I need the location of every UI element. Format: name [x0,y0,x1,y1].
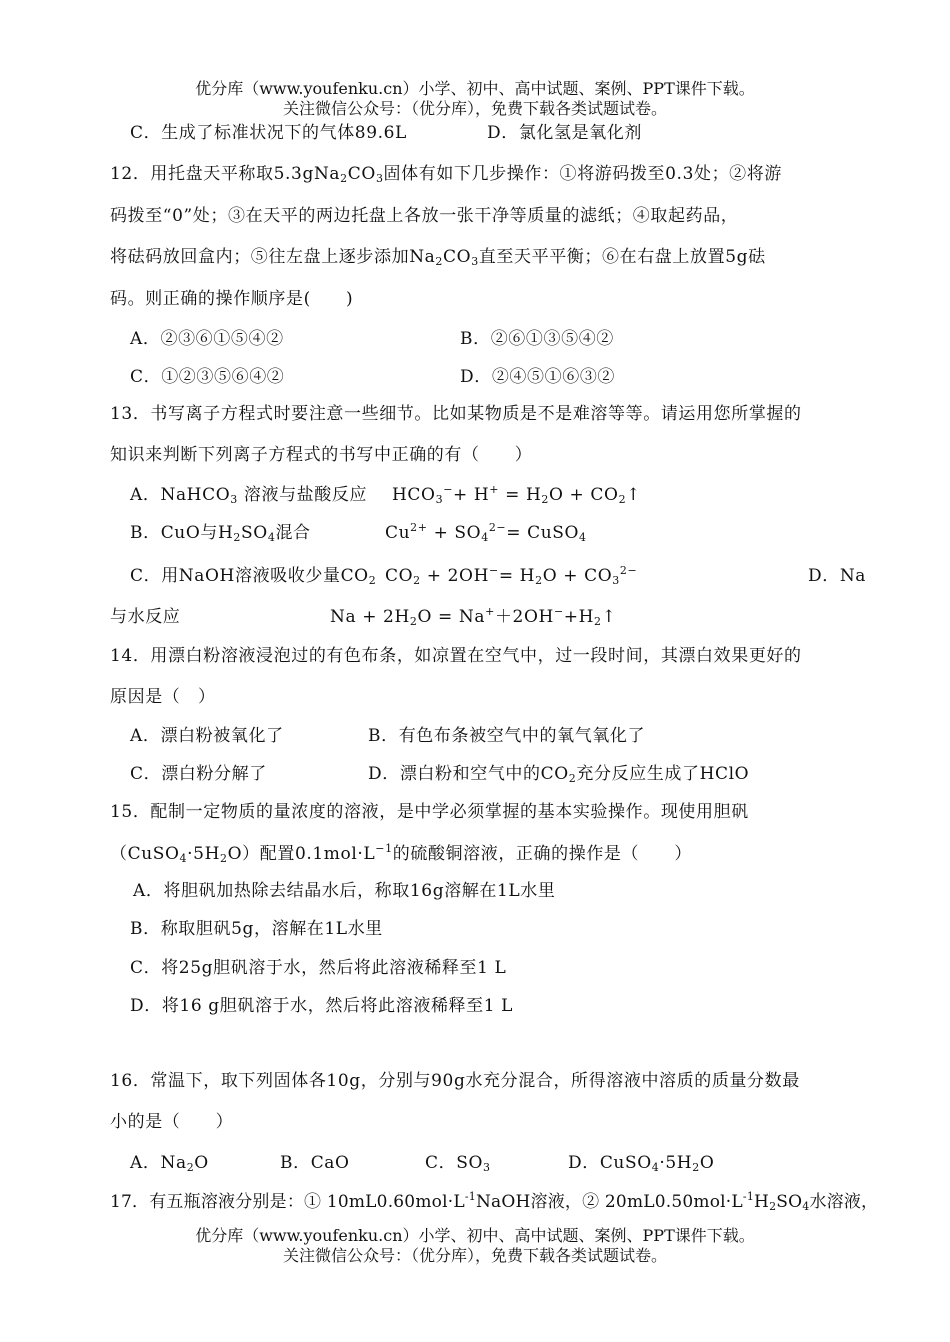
q17-line-1: 17．有五瓶溶液分别是：① $10mL0.60mol\cdot L^{-1}NaOH$溶液，② $20mL0.50mol\cdot L^{-1}H_2SO_4$水溶液， [110,1190,879,1213]
header-line-1: 优分库（www.youfenku.cn）小学、初中、高中试题、案例、PPT课件下载。 [195,79,755,98]
q15-option-d: D．将16 g胆矾溶于水，然后将此溶液稀释至1 L [130,996,514,1016]
footer-line-1: 优分库（www.youfenku.cn）小学、初中、高中试题、案例、PPT课件下载。 [195,1226,755,1245]
q13-option-d-label: D．Na [808,566,867,586]
q16-option-b: B．CaO [280,1153,350,1173]
q15-option-b: B．称取胆矾5g，溶解在1L水里 [130,919,383,939]
q13-line-2: 知识来判断下列离子方程式的书写中正确的有（ ） [110,445,533,465]
q14-option-d: D．漂白粉和空气中的$CO_2$充分反应生成了HClO [368,764,750,785]
q15-option-c: C．将25g胆矾溶于水，然后将此溶液稀释至1 L [130,958,507,978]
q14-option-c: C．漂白粉分解了 [130,764,267,784]
q13-option-b-label: B．CuO与$H_2SO_4$混合 [130,523,311,544]
header-line-2: 关注微信公众号：（优分库），免费下载各类试题试卷。 [282,99,667,118]
q15-line-2: $(CuSO_4\cdot 5H_2O)$配置$0.1mol\cdot L^{-1}$的硫酸铜溶液，正确的操作是（ ） [110,842,692,865]
q13-option-a-equation: $HCO_3^-+ H^+ = H_2O$ + $CO_2↑$ [392,483,642,506]
q13-option-b-equation: $Cu^{2+} + SO_4^{2-}=$ CuSO$_4$ [385,521,587,544]
q12-option-c: C．①②③⑤⑥④② [130,367,285,387]
q16-line-1: 16．常温下，取下列固体各10g，分别与90g水充分混合，所得溶液中溶质的质量分数最 [110,1071,800,1091]
q11-option-d: D．氯化氢是氧化剂 [487,123,643,143]
q11-option-c: C．生成了标准状况下的气体89.6L [130,123,407,143]
q14-line-2: 原因是（ ） [110,687,216,707]
q14-option-b: B．有色布条被空气中的氧气氧化了 [368,726,646,746]
q13-option-d-label-cont: 与水反应 [110,607,181,627]
q13-option-a-label: A．NaHCO$_3$ 溶液与盐酸反应 [130,485,368,506]
footer-line-2: 关注微信公众号：（优分库），免费下载各类试题试卷。 [282,1246,667,1265]
q12-option-b: B．②⑥①③⑤④② [460,329,614,349]
q14-line-1: 14．用漂白粉溶液浸泡过的有色布条，如凉置在空气中，过一段时间，其漂白效果更好的 [110,646,802,666]
q12-option-d: D．②④⑤①⑥③② [460,367,616,387]
q12-line-2: 码拨至“0”处；③在天平的两边托盘上各放一张干净等质量的滤纸；④取起药品， [110,206,739,226]
q15-option-a: A．将胆矾加热除去结晶水后，称取16g溶解在1L水里 [133,881,556,901]
q13-option-d-equation: $Na + 2H_2O$ = $Na^++2OH^-+H_2↑$ [330,605,617,628]
q12-line-1: 12．用托盘天平称取$5.3gNa_2CO_3$固体有如下几步操作：①将游码拨至0.3处；②将游 [110,164,782,185]
q14-option-a: A．漂白粉被氧化了 [130,726,284,746]
q13-line-1: 13．书写离子方程式时要注意一些细节。比如某物质是不是难溶等等。请运用您所掌握的 [110,404,802,424]
q13-option-c-label: C．用NaOH溶液吸收少量$CO_2$ [130,566,377,587]
q12-line-4: 码。则正确的操作顺序是( ) [110,289,354,309]
q12-line-3: 将砝码放回盒内；⑤往左盘上逐步添加$Na_2CO_3$直至天平平衡；⑥在右盘上放置5g砝 [110,247,766,268]
q16-option-d: D．$CuSO_4\cdot 5H_2O$ [568,1153,715,1174]
q13-option-c-equation: $CO_2 + 2OH^-= H_2O + CO_3^{2-}$ [385,564,638,587]
q16-option-a: A．$Na_2O$ [130,1153,209,1174]
q15-line-1: 15．配制一定物质的量浓度的溶液，是中学必须掌握的基本实验操作。现使用胆矾 [110,802,749,822]
q16-line-2: 小的是（ ） [110,1112,234,1132]
q16-option-c: C．$SO_3$ [425,1153,491,1174]
q12-option-a: A．②③⑥①⑤④② [130,329,284,349]
